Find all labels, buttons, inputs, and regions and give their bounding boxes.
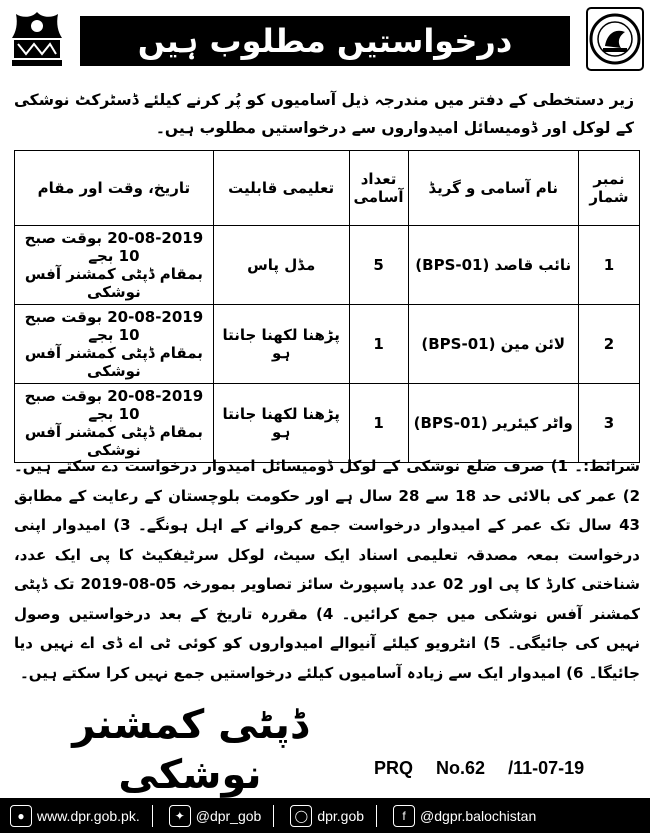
prq-date: /11-07-19 — [508, 758, 585, 778]
instagram-icon: ◯ — [290, 805, 312, 827]
header-post-grade: نام آسامی و گریڈ — [408, 151, 578, 226]
footer-divider — [152, 805, 153, 827]
header-post-count: تعداد آسامی — [349, 151, 408, 226]
prq-number: No.62 — [436, 758, 486, 778]
signature-title: ڈپٹی کمشنر — [72, 702, 308, 748]
instagram-handle[interactable]: dpr.gob — [317, 807, 365, 824]
vacancies-table — [14, 150, 640, 463]
venue-line: بمقام ڈپٹی کمشنر آفس نوشکی — [24, 423, 203, 459]
facebook-icon: f — [393, 805, 415, 827]
venue-line: بمقام ڈپٹی کمشنر آفس نوشکی — [24, 265, 203, 301]
post-count-cell: 5 — [349, 226, 408, 305]
signature-district: نوشکی — [118, 752, 262, 798]
footer-facebook[interactable] — [393, 805, 536, 827]
post-cell: واٹر کیئریر (BPS-01) — [408, 384, 578, 463]
table-row — [15, 384, 640, 463]
footer-divider — [376, 805, 377, 827]
signature-block — [60, 700, 320, 800]
twitter-handle[interactable]: @dpr_gob — [195, 807, 262, 824]
conditions-text: شرائط:۔ 1) صرف ضلع نوشکی کے لوکل ڈومیسائل امیدوار درخواست دے سکتے ہیں۔ 2) عمر کی بالائی حد 18 سے 28 سال ہے اور حکومت بلوچستان کے رعایت کے مطابق 43 سال تک عمر کے امیدوار درخواست جمع کروانے کے اہل ہونگے۔ 3) امیدوار اپنی درخواست بمعہ مصدقہ تعلیمی اسناد ایک سیٹ، لوکل سرٹیفکیٹ کا پی ایک عدد، شناختی کارڈ کا پی اور 02 عدد پاسپورٹ سائز تصاویر بمورخہ 05-08-2019 تک ڈپٹی کمشنر آفس نوشکی میں جمع کرائیں۔ 4) مقررہ تاریخ کے بعد درخواستیں وصول نہیں کی جائیگی۔ 5) انٹرویو کیلئے آنیوالے امیدواروں کو کوئی ٹی اے ڈی اے نہیں دیا جائیگا۔ 6) امیدوار ایک سے زیادہ آسامیوں کیلئے درخواستیں جمع نہیں کرا سکتے ہیں۔ — [14, 457, 641, 682]
table-header-row — [15, 151, 640, 226]
government-emblem-icon — [8, 8, 66, 70]
serial-number-cell: 1 — [578, 226, 639, 305]
table-row — [15, 305, 640, 384]
date-venue-cell — [15, 305, 214, 384]
date-venue-cell — [15, 384, 214, 463]
qualification-cell: پڑھنا لکھنا جانتا ہو — [213, 305, 349, 384]
venue-line: بمقام ڈپٹی کمشنر آفس نوشکی — [24, 344, 203, 380]
date-time-line: 20-08-2019 بوقت صبح 10 بجے — [24, 308, 204, 344]
footer-bar — [0, 798, 650, 833]
post-cell: نائب قاصد (BPS-01) — [408, 226, 578, 305]
date-time-line: 20-08-2019 بوقت صبح 10 بجے — [24, 229, 204, 265]
footer-instagram[interactable] — [290, 805, 364, 827]
post-count-cell: 1 — [349, 305, 408, 384]
twitter-icon: ✦ — [169, 805, 191, 827]
post-count-cell: 1 — [349, 384, 408, 463]
globe-icon: ● — [10, 805, 32, 827]
post-cell: لائن مین (BPS-01) — [408, 305, 578, 384]
prq-reference — [374, 758, 602, 779]
website-link[interactable]: www.dpr.gob.pk. — [37, 807, 140, 824]
footer-website[interactable] — [10, 805, 140, 827]
date-time-line: 20-08-2019 بوقت صبح 10 بجے — [24, 387, 204, 423]
qualification-cell: مڈل پاس — [213, 226, 349, 305]
prq-label: PRQ — [374, 758, 414, 778]
page-title: درخواستیں مطلوب ہیں — [80, 16, 570, 66]
header — [0, 0, 650, 80]
header-qualification: تعلیمی قابلیت — [213, 151, 349, 226]
header-serial-number: نمبر شمار — [578, 151, 639, 226]
footer-divider — [273, 805, 274, 827]
intro-text: زیر دستخطی کے دفتر میں مندرجہ ذیل آسامیوں کو پُر کرنے کیلئے ڈسٹرکٹ نوشکی کے لوکل اور ڈومیسائل امیدواروں سے درخواستیں مطلوب ہیں۔ — [14, 91, 634, 137]
dgpr-logo-icon — [585, 6, 645, 72]
footer-twitter[interactable] — [169, 805, 262, 827]
header-date-time-venue: تاریخ، وقت اور مقام — [15, 151, 214, 226]
serial-number-cell: 2 — [578, 305, 639, 384]
facebook-handle[interactable]: @dgpr.balochistan — [420, 807, 537, 824]
serial-number-cell: 3 — [578, 384, 639, 463]
date-venue-cell — [15, 226, 214, 305]
table-row — [15, 226, 640, 305]
qualification-cell: پڑھنا لکھنا جانتا ہو — [213, 384, 349, 463]
